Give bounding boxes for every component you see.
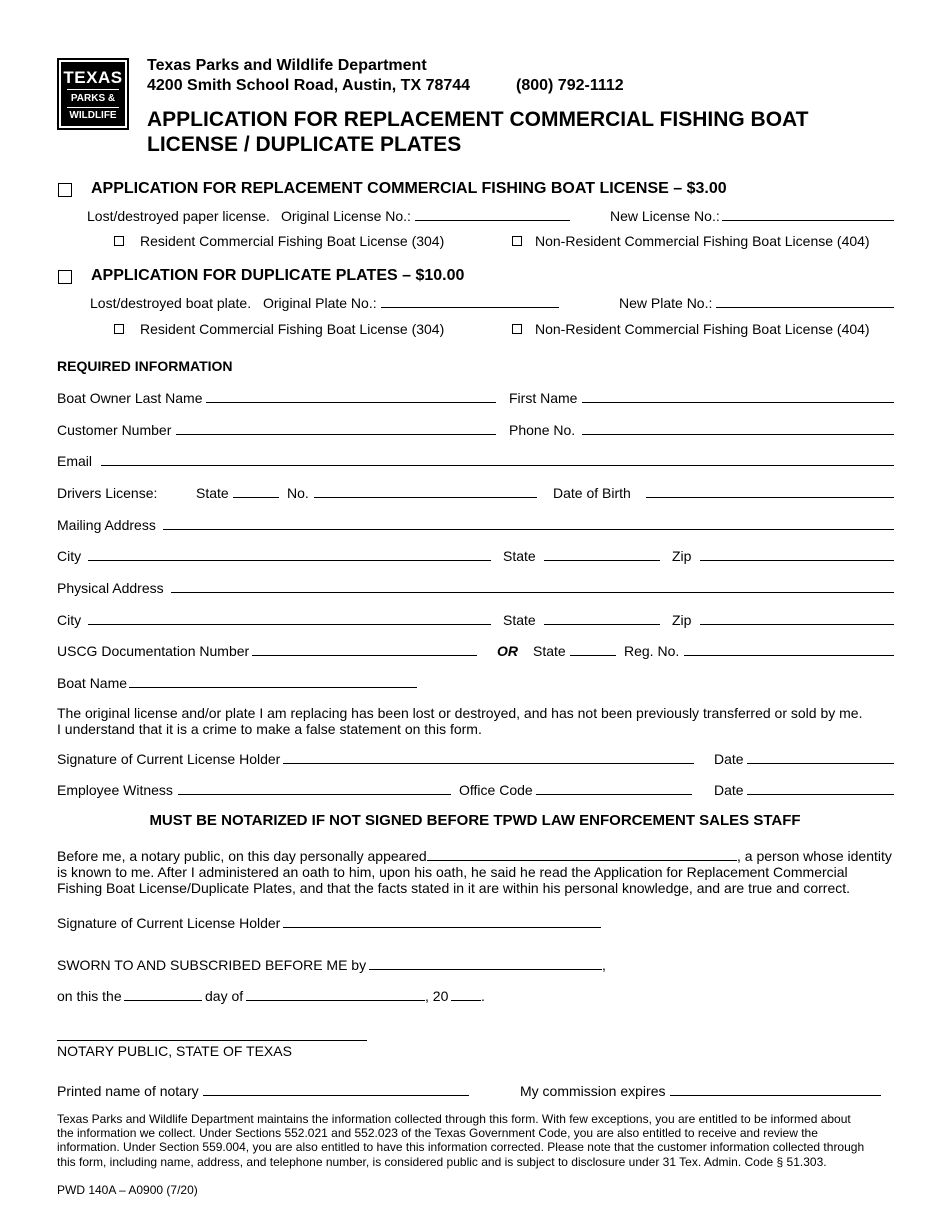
employee-witness-label: Employee Witness xyxy=(57,782,173,798)
mailing-address-label: Mailing Address xyxy=(57,517,156,533)
year-prefix: , 20 xyxy=(425,988,449,1004)
mailing-city-label: City xyxy=(57,548,82,564)
owner-last-name-label: Boat Owner Last Name xyxy=(57,390,203,406)
notary-before-me-text: Before me, a notary public, on this day personally appeared xyxy=(57,848,427,864)
printed-notary-name-field[interactable] xyxy=(203,1083,469,1096)
sworn-label: SWORN TO AND SUBSCRIBED BEFORE ME by xyxy=(57,957,367,973)
statement-line1: The original license and/or plate I am replacing has been lost or destroyed, and has not been previously transferred or sold by me. xyxy=(57,705,863,721)
original-license-field[interactable] xyxy=(415,208,570,221)
privacy-line2: the information we collect. Under Sections 552.021 and 552.023 of the Texas Government Code, you are also entitled to receive and review the xyxy=(57,1126,818,1140)
day-of-label: day of xyxy=(205,988,244,1004)
physical-address-field[interactable] xyxy=(171,580,894,593)
required-info-heading: REQUIRED INFORMATION xyxy=(57,358,233,374)
commission-expires-field[interactable] xyxy=(670,1083,881,1096)
mailing-zip-field[interactable] xyxy=(700,548,894,561)
physical-zip-label: Zip xyxy=(672,612,692,628)
privacy-line4: this form, including name, address, and telephone number, is considered public and is subject to disclosure under 31 Tex. Admin. Code § 51.303. xyxy=(57,1155,827,1169)
mailing-address-field[interactable] xyxy=(163,517,894,530)
dob-label: Date of Birth xyxy=(553,485,631,501)
boat-name-field[interactable] xyxy=(129,675,417,688)
duplicate-plates-checkbox[interactable] xyxy=(58,270,72,284)
physical-city-label: City xyxy=(57,612,82,628)
form-id: PWD 140A – A0900 (7/20) xyxy=(57,1183,198,1197)
original-plate-label: Original Plate No.: xyxy=(263,295,377,311)
new-license-label: New License No.: xyxy=(610,208,720,224)
physical-state-label: State xyxy=(503,612,536,628)
holder-date-label: Date xyxy=(714,751,744,767)
email-label: Email xyxy=(57,453,93,469)
notary-heading: MUST BE NOTARIZED IF NOT SIGNED BEFORE TPWD LAW ENFORCEMENT SALES STAFF xyxy=(149,812,801,829)
day-field[interactable] xyxy=(124,988,202,1001)
plate-nonresident-checkbox[interactable] xyxy=(512,324,522,334)
sworn-comma: , xyxy=(602,957,606,973)
customer-number-label: Customer Number xyxy=(57,422,172,438)
notary-holder-signature-label: Signature of Current License Holder xyxy=(57,915,281,931)
owner-last-name-field[interactable] xyxy=(206,390,496,403)
license-nonresident-checkbox[interactable] xyxy=(512,236,522,246)
year-field[interactable] xyxy=(451,988,481,1001)
page-title-line1: APPLICATION FOR REPLACEMENT COMMERCIAL FISHING BOAT xyxy=(147,108,809,131)
notary-public-label: NOTARY PUBLIC, STATE OF TEXAS xyxy=(57,1043,292,1059)
logo-divider xyxy=(67,89,119,90)
month-field[interactable] xyxy=(246,988,425,1001)
or-label: OR xyxy=(497,643,518,659)
mailing-city-field[interactable] xyxy=(88,548,491,561)
new-plate-label: New Plate No.: xyxy=(619,295,713,311)
reg-number-field[interactable] xyxy=(684,643,894,656)
org-name: Texas Parks and Wildlife Department xyxy=(147,57,427,74)
logo-text-parks: PARKS & xyxy=(70,93,116,104)
physical-state-field[interactable] xyxy=(544,612,660,625)
notary-signature-line[interactable] xyxy=(57,1040,367,1041)
office-code-label: Office Code xyxy=(459,782,533,798)
first-name-label: First Name xyxy=(509,390,578,406)
notary-holder-signature-field[interactable] xyxy=(283,915,601,928)
replacement-license-heading: APPLICATION FOR REPLACEMENT COMMERCIAL FISHING BOAT LICENSE – $3.00 xyxy=(91,180,727,197)
plate-nonresident-label: Non-Resident Commercial Fishing Boat License (404) xyxy=(535,321,870,337)
reg-number-label: Reg. No. xyxy=(624,643,680,659)
first-name-field[interactable] xyxy=(582,390,894,403)
tpwd-logo xyxy=(57,58,129,130)
statement-line2: I understand that it is a crime to make a false statement on this form. xyxy=(57,721,482,737)
phone-label: Phone No. xyxy=(509,422,576,438)
license-resident-label: Resident Commercial Fishing Boat License (304) xyxy=(140,233,445,249)
lost-license-label: Lost/destroyed paper license. xyxy=(87,208,270,224)
uscg-field[interactable] xyxy=(252,643,477,656)
holder-signature-label: Signature of Current License Holder xyxy=(57,751,281,767)
mailing-zip-label: Zip xyxy=(672,548,692,564)
physical-address-label: Physical Address xyxy=(57,580,164,596)
dl-number-label: No. xyxy=(287,485,309,501)
replacement-license-checkbox[interactable] xyxy=(58,183,72,197)
logo-text-texas: TEXAS xyxy=(63,68,123,87)
new-plate-field[interactable] xyxy=(716,295,894,308)
drivers-license-label: Drivers License: xyxy=(57,485,158,501)
logo-divider xyxy=(67,107,119,108)
physical-zip-field[interactable] xyxy=(700,612,894,625)
dob-field[interactable] xyxy=(646,485,894,498)
customer-number-field[interactable] xyxy=(176,422,496,435)
page-title-line2: LICENSE / DUPLICATE PLATES xyxy=(147,133,462,156)
holder-date-field[interactable] xyxy=(747,751,894,764)
lost-plate-label: Lost/destroyed boat plate. xyxy=(90,295,252,311)
sworn-by-field[interactable] xyxy=(369,957,602,970)
physical-city-field[interactable] xyxy=(88,612,491,625)
boat-name-label: Boat Name xyxy=(57,675,128,691)
dl-state-label: State xyxy=(196,485,229,501)
on-this-label: on this the xyxy=(57,988,122,1004)
witness-date-label: Date xyxy=(714,782,744,798)
year-period: . xyxy=(481,988,485,1004)
privacy-line1: Texas Parks and Wildlife Department maintains the information collected through this form. With few exceptions, you are entitled to be informed about xyxy=(57,1112,851,1126)
notary-oath-line1: is known to me. After I administered an oath to him, upon his oath, he said he read the Application for Replacement Commercial xyxy=(57,864,848,880)
office-code-field[interactable] xyxy=(536,782,692,795)
witness-date-field[interactable] xyxy=(747,782,894,795)
license-resident-checkbox[interactable] xyxy=(114,236,124,246)
license-nonresident-label: Non-Resident Commercial Fishing Boat License (404) xyxy=(535,233,870,249)
notary-person-whose-text: , a person whose identity xyxy=(737,848,892,864)
original-plate-field[interactable] xyxy=(381,295,559,308)
mailing-state-label: State xyxy=(503,548,536,564)
plate-resident-checkbox[interactable] xyxy=(114,324,124,334)
new-license-field[interactable] xyxy=(722,208,894,221)
org-address: 4200 Smith School Road, Austin, TX 78744 xyxy=(147,77,471,94)
printed-notary-name-label: Printed name of notary xyxy=(57,1083,199,1099)
phone-field[interactable] xyxy=(582,422,894,435)
duplicate-plates-heading: APPLICATION FOR DUPLICATE PLATES – $10.00 xyxy=(91,267,465,284)
employee-witness-field[interactable] xyxy=(178,782,451,795)
mailing-state-field[interactable] xyxy=(544,548,660,561)
reg-state-label: State xyxy=(533,643,566,659)
dl-number-field[interactable] xyxy=(314,485,537,498)
email-field[interactable] xyxy=(101,453,894,466)
org-phone: (800) 792-1112 xyxy=(516,77,624,94)
privacy-line3: information. Under Section 559.004, you are also entitled to have this information corrected. Please note that the customer information collected through xyxy=(57,1140,865,1154)
plate-resident-label: Resident Commercial Fishing Boat License (304) xyxy=(140,321,445,337)
commission-expires-label: My commission expires xyxy=(520,1083,666,1099)
reg-state-field[interactable] xyxy=(570,643,616,656)
dl-state-field[interactable] xyxy=(233,485,279,498)
uscg-label: USCG Documentation Number xyxy=(57,643,250,659)
notary-appeared-name-field[interactable] xyxy=(427,848,737,861)
notary-oath-line2: Fishing Boat License/Duplicate Plates, and that the facts stated in it are within his personal knowledge, and are true and correct. xyxy=(57,880,851,896)
holder-signature-field[interactable] xyxy=(283,751,694,764)
original-license-label: Original License No.: xyxy=(281,208,411,224)
logo-text-wildlife: WILDLIFE xyxy=(69,110,117,121)
